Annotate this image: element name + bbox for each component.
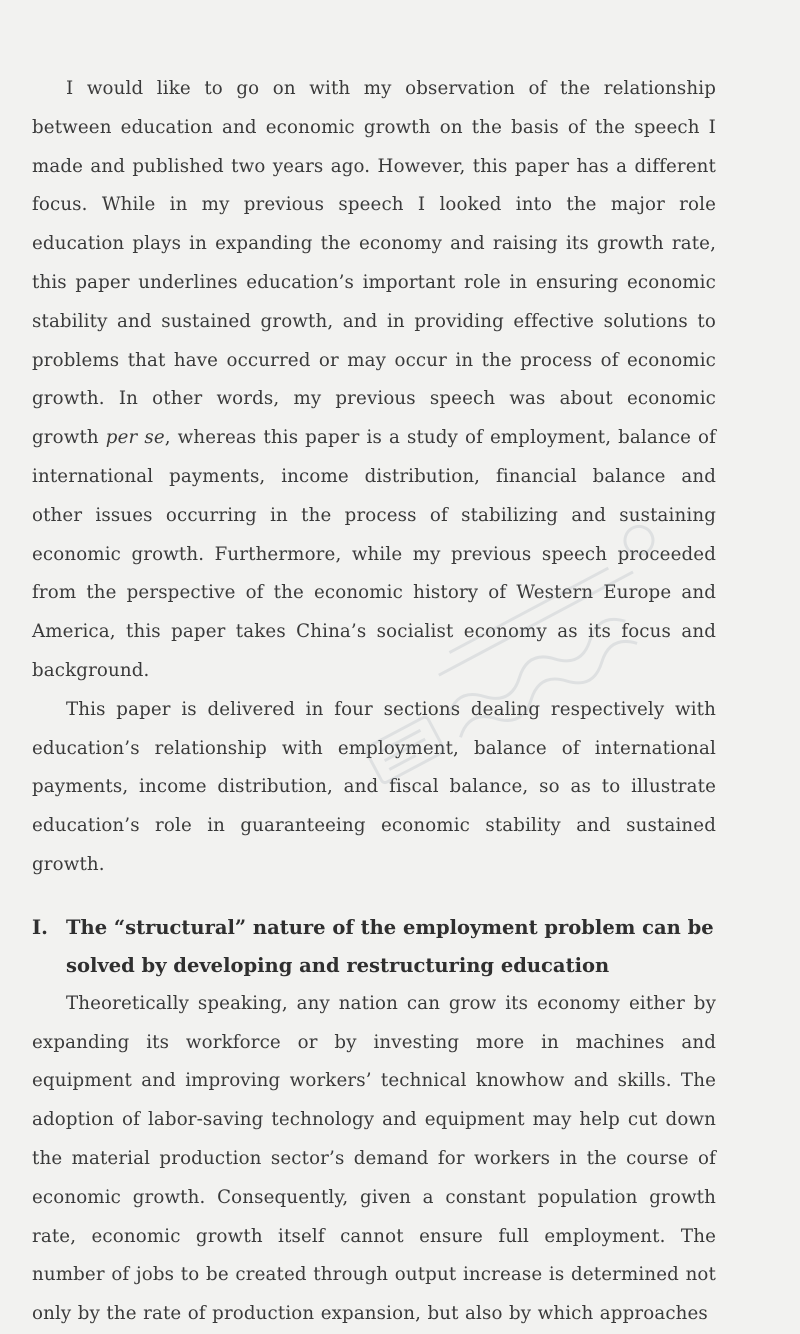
intro-paragraph — [32, 70, 716, 691]
section-title: The “structural” nature of the employment problem can be solved by developing and restructuring education — [66, 915, 714, 977]
section-number: I. — [32, 915, 48, 939]
intro-italic-term: per se — [105, 427, 165, 449]
section-body-paragraph: Theoretically speaking, any nation can grow its economy either by expanding its workforce or by investing more in machines and equipment and improving workers’ technical knowhow and skills. The adoption of labor-saving technology and equipment may help cut down the material production sector’s demand for workers in the course of economic growth. Consequently, given a constant population growth rate, economic growth itself cannot ensure full employment. The number of jobs to be created through output increase is determined not only by the rate of production expansion, but also by which approaches — [32, 992, 716, 1325]
sections-overview-paragraph: This paper is delivered in four sections dealing respectively with education’s relationship with employment, balance of international payments, income distribution, and fiscal balance, so as to illustrate education’s role in guaranteeing economic stability and sustained growth. — [32, 698, 716, 875]
intro-text-end: , whereas this paper is a study of employment, balance of international payments, income distribution, financial balance and other issues occurring in the process of stabilizing and sustaining economic growth. Furthermore, while my previous speech proceeded from the perspective of the economic history of Western Europe and America, this paper takes China’s socialist economy as its focus and background. — [32, 427, 716, 681]
section-heading — [32, 909, 716, 985]
intro-text-start: I would like to go on with my observation of the relationship between education and economic growth on the basis of the speech I made and published two years ago. However, this paper has a different focus. While in my previous speech I looked into the major role education plays in expanding the economy and raising its growth rate, this paper underlines education’s important role in ensuring economic stability and sustained growth, and in providing effective solutions to problems that have occurred or may occur in the process of economic growth. In other words, my previous speech was about economic growth — [32, 78, 716, 449]
